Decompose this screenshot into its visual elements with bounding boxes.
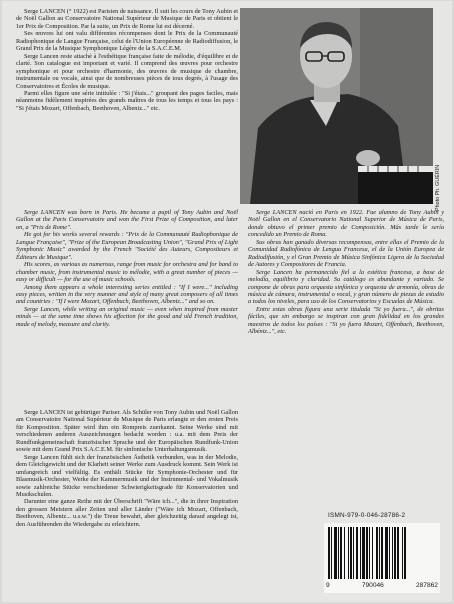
french-biography xyxy=(16,8,238,112)
spanish-paragraph: Serge LANCEN nació en Paris en 1922. Fue alumno de Tony Aubin y Noël Gallon en el Conservatorio National Superior de Música de Paris, donde obtuvo el primer premio de Composición. Más tarde le sería concedido un Premio de Roma. xyxy=(248,209,444,239)
barcode-digit-group: 790046 xyxy=(361,582,384,589)
barcode-bar xyxy=(340,527,342,579)
barcode-bar xyxy=(348,527,349,579)
english-paragraph: Among them appears a whole interesting series entitled : "If I were..." including easy pieces, written in the very manner and style of many great composers of all times and countries : "If I were Mozart, Offenbach, Beethoven, Albeniz..." and so on. xyxy=(16,283,238,306)
barcode-bar xyxy=(379,527,380,579)
barcode-bar xyxy=(404,527,406,579)
composer-photo-illustration xyxy=(240,8,433,204)
ismn-number: ISMN-979-0-046-28786-2 xyxy=(328,512,406,519)
barcode-bar xyxy=(362,527,365,579)
barcode-bar xyxy=(350,527,352,579)
barcode-bar xyxy=(385,527,388,579)
photo-credit: Photo Ph. GUÉRIN xyxy=(435,164,441,211)
spanish-paragraph: Sus obras han ganado diversas recompensas, entre ellas el Premio de la Comunidad Radiofónica de Lengua Francesa, el de la Unión Europea de Radiodifusión, y el Gran Premio de Música Sinfónica Ligera de la Sociedad de Autores y Compositores de Francia. xyxy=(248,238,444,269)
barcode-bar xyxy=(366,527,368,579)
barcode-bar xyxy=(331,527,332,579)
english-paragraph: Serge Lancen, while writing an original music — even when inspired from master minds — at the same time shows his affection for the good and old French tradition, made of melody, measure and clarity. xyxy=(16,305,238,328)
german-paragraph: Darunter eine ganze Reihe mit der Überschrift "Wäre ich...", die in ihrer Inspiration den grossen Meistern aller Zeiten und aller Länder ("Wäre ich Mozart, Offenbach, Beethoven, Albeniz... u.s.w.") die Treue bewahrt, aber gleichzeitig darauf angelegt ist, den Ausführenden die Wiedergabe zu erleichtern. xyxy=(16,498,238,528)
german-paragraph: Serge LANCEN ist gebürtiger Pariser. Als Schüler von Tony Aubin und Noël Gallon am Conservatoire National Supérieur de Musique de Paris erlangte er den ersten Preis für Komposition. Später wird ihm ein Rompreis zuerkannt. Seine Werke sind mit verschiedenen anderen Auszeichnungen bedacht worden : u.a. mit dem Preis der Rundfunkgemeinschaft französischer Sprache und der Europäischen Rundfunk-Union sowie mit dem Grand Prix S.A.C.E.M. für sinfonische Unterhaltungsmusik. xyxy=(16,409,238,454)
barcode-bar xyxy=(334,527,337,579)
german-paragraph: Serge Lancen fühlt sich der französischen Ästhetik verbunden, was in der Melodie, dem Gleichgewicht und der Klarheit seiner Werke zum Ausdruck kommt. Sein Werk ist umfangreich und vielfältig. Es enthält Stücke für Symphonie-Orchester und für Blasmusik-Orchester, Werke der Kammermusik und der Instrumental- und Vokalmusik sowie zahlreiche Stücke verschiedener Schwierigkeitsgrade für Konservatorien und Musikschulen. xyxy=(16,453,238,498)
barcode-bar xyxy=(397,527,399,579)
english-biography xyxy=(16,209,238,328)
composer-photo xyxy=(240,8,433,204)
barcode-bar xyxy=(328,527,330,579)
back-cover-page xyxy=(2,1,452,602)
french-paragraph: Serge Lancen reste attaché à l'esthétique française faite de mélodie, d'équilibre et de clarté. Son catalogue est important et varié. Il comprend des œuvres pour orchestre symphonique et pour orchestre d'harmonie, des œuvres de musique de chambre, instrumentale ou vocale, ainsi que de nombreuses pièces de tous degrés, à l'usage des Conservatoires et Écoles de musique. xyxy=(16,52,238,90)
english-paragraph: Serge LANCEN was born in Paris. He became a pupil of Tony Aubin and Noël Gallon at the Paris Conservatoire and won the First Prize of Composition, and later on, a "Prix de Rome". xyxy=(16,209,238,231)
barcode-bar xyxy=(381,527,383,579)
french-paragraph: Ses œuvres lui ont valu différentes récompenses dont le Prix de la Communauté Radiophonique de Langue Française, celui de l'Union Européenne de Radiodiffusion, le Grand Prix de la Musique Symphonique Légère de la S.A.C.E.M. xyxy=(16,30,238,53)
barcode-bar xyxy=(392,527,393,579)
spanish-paragraph: Entre estas obras figura una serie titulada "Si yo fuera...", de obritas fáciles, que sin embargo se inspiran con gran fidelidad en los grandes maestros de todos los países : "Si yo fuera Mozart, Offenbach, Beethoven, Albéniz...", etc. xyxy=(248,305,444,336)
french-paragraph: Parmi elles figure une série intitulée : "Si j'étais..." groupant des pages faciles, mais néanmoins fidèlement inspirées des grands maîtres de tous les temps et tous les pays : "Si j'étais Mozart, Offenbach, Beethoven, Albeniz..." etc. xyxy=(16,89,238,112)
barcode-bar xyxy=(353,527,354,579)
barcode-bar xyxy=(356,527,358,579)
barcode-digits xyxy=(326,582,438,589)
barcode-bar xyxy=(376,527,378,579)
spanish-paragraph: Serge Lancen ha permanecido fiel a la estética francesa, a base de melodía, equilibrio y claridad. Su catálogo es abundante y variado. Se compone de obras para orquesta sinfónica y orquesta de armonía, obras de música de cámara, instrumental o vocal, y gran número de piezas de estudio a todos los niveles, para uso de los Conservatorios y Escuelas de Música. xyxy=(248,268,444,306)
barcode-bar xyxy=(338,527,339,579)
barcode-bar xyxy=(344,527,345,579)
barcode-bars xyxy=(324,523,440,581)
barcode-bar xyxy=(372,527,373,579)
barcode-bar xyxy=(394,527,396,579)
barcode-bar xyxy=(402,527,403,579)
french-paragraph: Serge LANCEN (° 1922) est Parisien de naissance. Il suit les cours de Tony Aubin et de Noël Gallon au Conservatoire National Supérieur de Musique de Paris et obtient le 1er Prix de Composition. Par la suite, un Prix de Rome lui est décerné. xyxy=(16,8,238,30)
barcode-bar xyxy=(360,527,361,579)
spanish-biography xyxy=(248,209,444,336)
barcode-bar xyxy=(389,527,390,579)
barcode-digit-group: 9 xyxy=(326,582,330,589)
german-biography xyxy=(16,409,238,528)
barcode-digit-group: 287862 xyxy=(415,582,438,589)
barcode-bar xyxy=(369,527,370,579)
english-paragraph: He got for his works several rewards : "Prix de la Communauté Radiophonique de Langue Française", "Prize of the European Broadcasting Union", "Grand Prix of Light Symphonic Music" awarded by the French "Société des Auteurs, Compositeurs et Éditeurs de Musique". xyxy=(16,231,238,261)
english-paragraph: His scores, as various as numerous, range from music for orchestra and for band to chamber music, from instrumental music to mélodie, with a great number of pieces — easy or difficult — for the use of music schools. xyxy=(16,261,238,284)
